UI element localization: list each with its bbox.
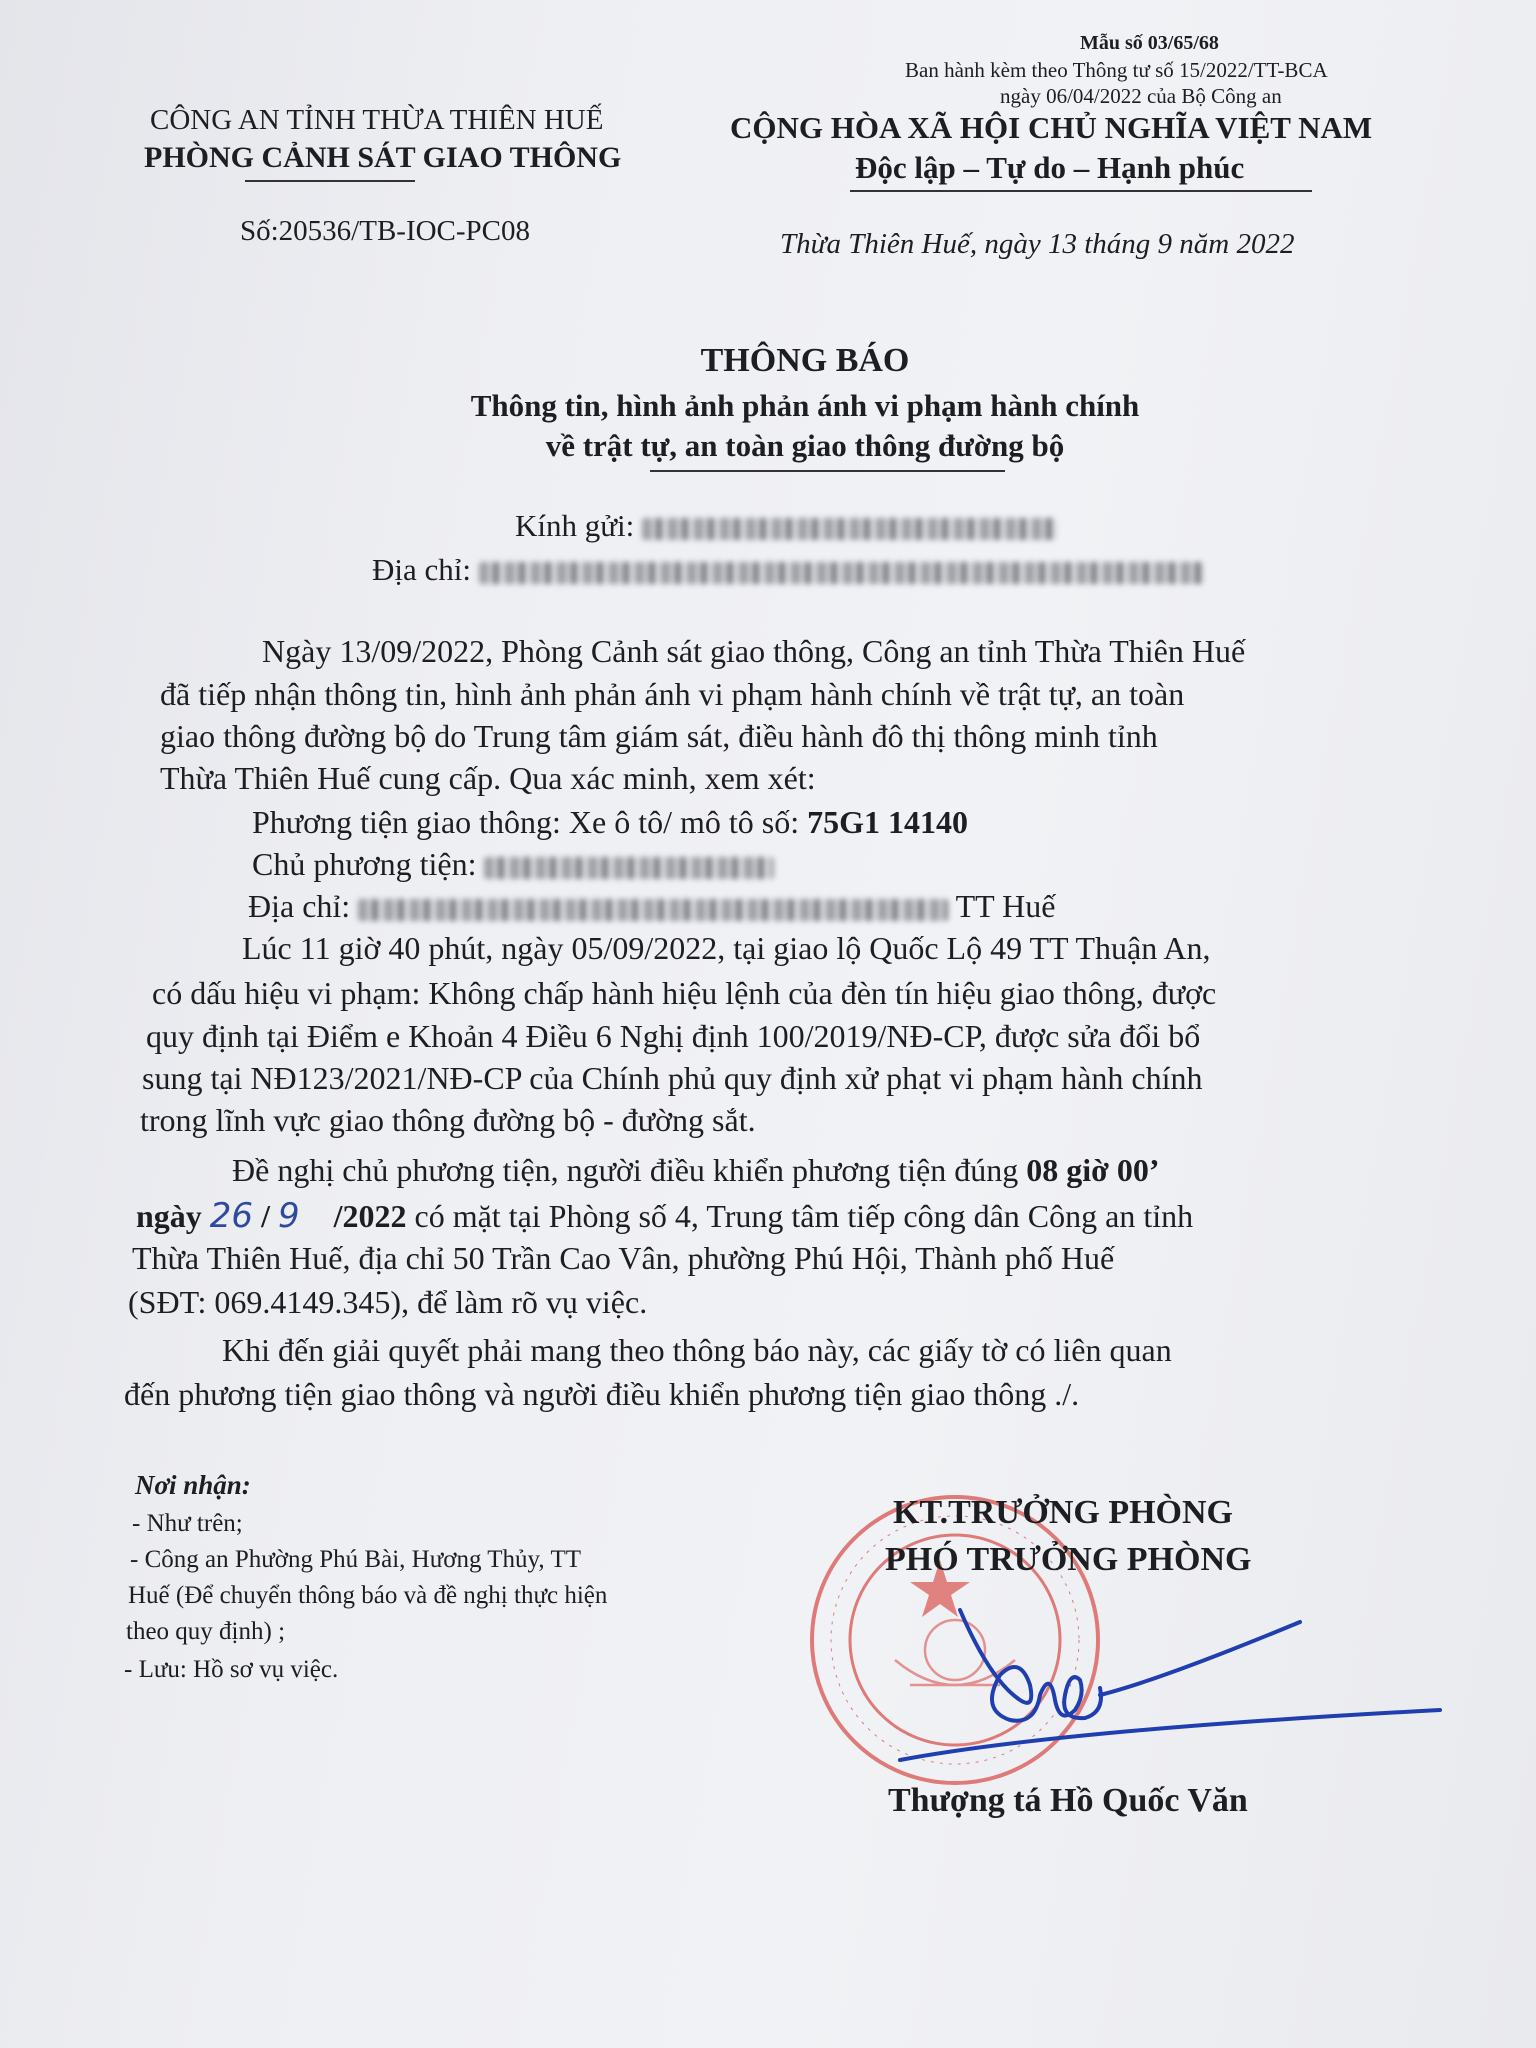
owner-line xyxy=(252,846,774,883)
body-line: Khi đến giải quyết phải mang theo thông báo này, các giấy tờ có liên quan xyxy=(222,1332,1172,1368)
document-title: THÔNG BÁO xyxy=(700,342,910,379)
owner-address-label: Địa chỉ: xyxy=(248,888,359,924)
body-line: giao thông đường bộ do Trung tâm giám sát, điều hành đô thị thông minh tỉnh xyxy=(160,718,1158,754)
signer-name: Thượng tá Hồ Quốc Văn xyxy=(888,1782,1248,1819)
vehicle-line xyxy=(252,804,968,841)
owner-address-tail: TT Huế xyxy=(955,888,1056,924)
appointment-line xyxy=(232,1152,1160,1189)
recipient-to-label: Kính gửi: xyxy=(515,508,635,543)
signature-title-2: PHÓ TRƯỞNG PHÒNG xyxy=(885,1541,1252,1578)
body-line: đến phương tiện giao thông và người điều khiển phương tiện giao thông ./. xyxy=(124,1376,1080,1412)
body-line: có dấu hiệu vi phạm: Không chấp hành hiệu lệnh của đèn tín hiệu giao thông, được xyxy=(152,975,1217,1011)
recipients-item: theo quy định) ; xyxy=(126,1618,286,1645)
redacted-owner xyxy=(484,857,774,879)
redacted-owner-address xyxy=(358,899,948,921)
signature-title-1: KT.TRƯỞNG PHÒNG xyxy=(893,1494,1233,1531)
vehicle-label: Phương tiện giao thông: Xe ô tô/ mô tô số: xyxy=(252,804,808,840)
appointment-year: /2022 xyxy=(333,1198,407,1234)
national-motto: Độc lập – Tự do – Hạnh phúc xyxy=(855,150,1245,185)
agency-name: CÔNG AN TỈNH THỪA THIÊN HUẾ xyxy=(150,104,604,136)
recipients-item: - Lưu: Hồ sơ vụ việc. xyxy=(124,1656,339,1683)
recipient-address-label: Địa chỉ: xyxy=(372,552,471,587)
owner-label: Chủ phương tiện: xyxy=(252,846,485,882)
handwritten-signature xyxy=(860,1600,1460,1790)
document-number: Số:20536/TB-IOC-PC08 xyxy=(240,215,531,247)
recipients-title: Nơi nhận: xyxy=(135,1470,251,1500)
body-line: Thừa Thiên Huế cung cấp. Qua xác minh, xem xét: xyxy=(160,760,816,796)
body-line: đã tiếp nhận thông tin, hình ảnh phản ánh vi phạm hành chính về trật tự, an toàn xyxy=(160,676,1185,712)
document-subtitle-1: Thông tin, hình ảnh phản ánh vi phạm hành chính xyxy=(470,388,1140,423)
appointment-text: Đề nghị chủ phương tiện, người điều khiển phương tiện đúng xyxy=(232,1152,1027,1188)
department-underline xyxy=(245,180,415,182)
license-plate: 75G1 14140 xyxy=(807,804,969,840)
body-line: quy định tại Điểm e Khoản 4 Điều 6 Nghị định 100/2019/NĐ-CP, được sửa đổi bổ xyxy=(146,1018,1201,1054)
appointment-date-line: ngày 26 / 9 /2022 có mặt tại Phòng số 4, Trung tâm tiếp công dân Công an tỉnh xyxy=(136,1196,1194,1236)
motto-underline xyxy=(850,190,1312,192)
handwritten-month: 9 xyxy=(277,1196,300,1236)
recipient-to xyxy=(515,508,1057,544)
body-line: Lúc 11 giờ 40 phút, ngày 05/09/2022, tại giao lộ Quốc Lộ 49 TT Thuận An, xyxy=(242,930,1211,966)
nation-title: CỘNG HÒA XÃ HỘI CHỦ NGHĨA VIỆT NAM xyxy=(730,110,1373,145)
appointment-location: có mặt tại Phòng số 4, Trung tâm tiếp công dân Công an tỉnh xyxy=(406,1198,1194,1234)
recipients-item: - Công an Phường Phú Bài, Hương Thủy, TT xyxy=(130,1546,582,1573)
body-line: Thừa Thiên Huế, địa chỉ 50 Trần Cao Vân, phường Phú Hội, Thành phố Huế xyxy=(132,1240,1115,1276)
body-line: (SĐT: 069.4149.345), để làm rõ vụ việc. xyxy=(128,1284,648,1320)
body-line: Ngày 13/09/2022, Phòng Cảnh sát giao thông, Công an tỉnh Thừa Thiên Huế xyxy=(262,633,1246,669)
document-subtitle-2: về trật tự, an toàn giao thông đường bộ xyxy=(545,428,1065,463)
day-label: ngày xyxy=(136,1198,210,1234)
subtitle-underline xyxy=(650,470,1005,472)
department-name: PHÒNG CẢNH SÁT GIAO THÔNG xyxy=(144,141,622,174)
body-line: sung tại NĐ123/2021/NĐ-CP của Chính phủ quy định xử phạt vi phạm hành chính xyxy=(142,1060,1203,1096)
place-date: Thừa Thiên Huế, ngày 13 tháng 9 năm 2022 xyxy=(780,228,1295,260)
redacted-name xyxy=(642,518,1057,540)
form-issued-with: Ban hành kèm theo Thông tư số 15/2022/TT-BCA xyxy=(905,58,1328,82)
owner-address-line xyxy=(248,888,1055,925)
appointment-time: 08 giờ 00’ xyxy=(1026,1152,1160,1188)
form-issued-date: ngày 06/04/2022 của Bộ Công an xyxy=(1000,84,1282,108)
recipient-address xyxy=(372,552,1204,588)
form-number: Mẫu số 03/65/68 xyxy=(1080,32,1219,54)
recipients-item: - Như trên; xyxy=(132,1510,243,1537)
handwritten-day: 26 xyxy=(209,1196,254,1236)
redacted-address xyxy=(479,562,1204,584)
body-line: trong lĩnh vực giao thông đường bộ - đường sắt. xyxy=(140,1102,756,1138)
recipients-item: Huế (Để chuyển thông báo và đề nghị thực hiện xyxy=(128,1582,608,1609)
